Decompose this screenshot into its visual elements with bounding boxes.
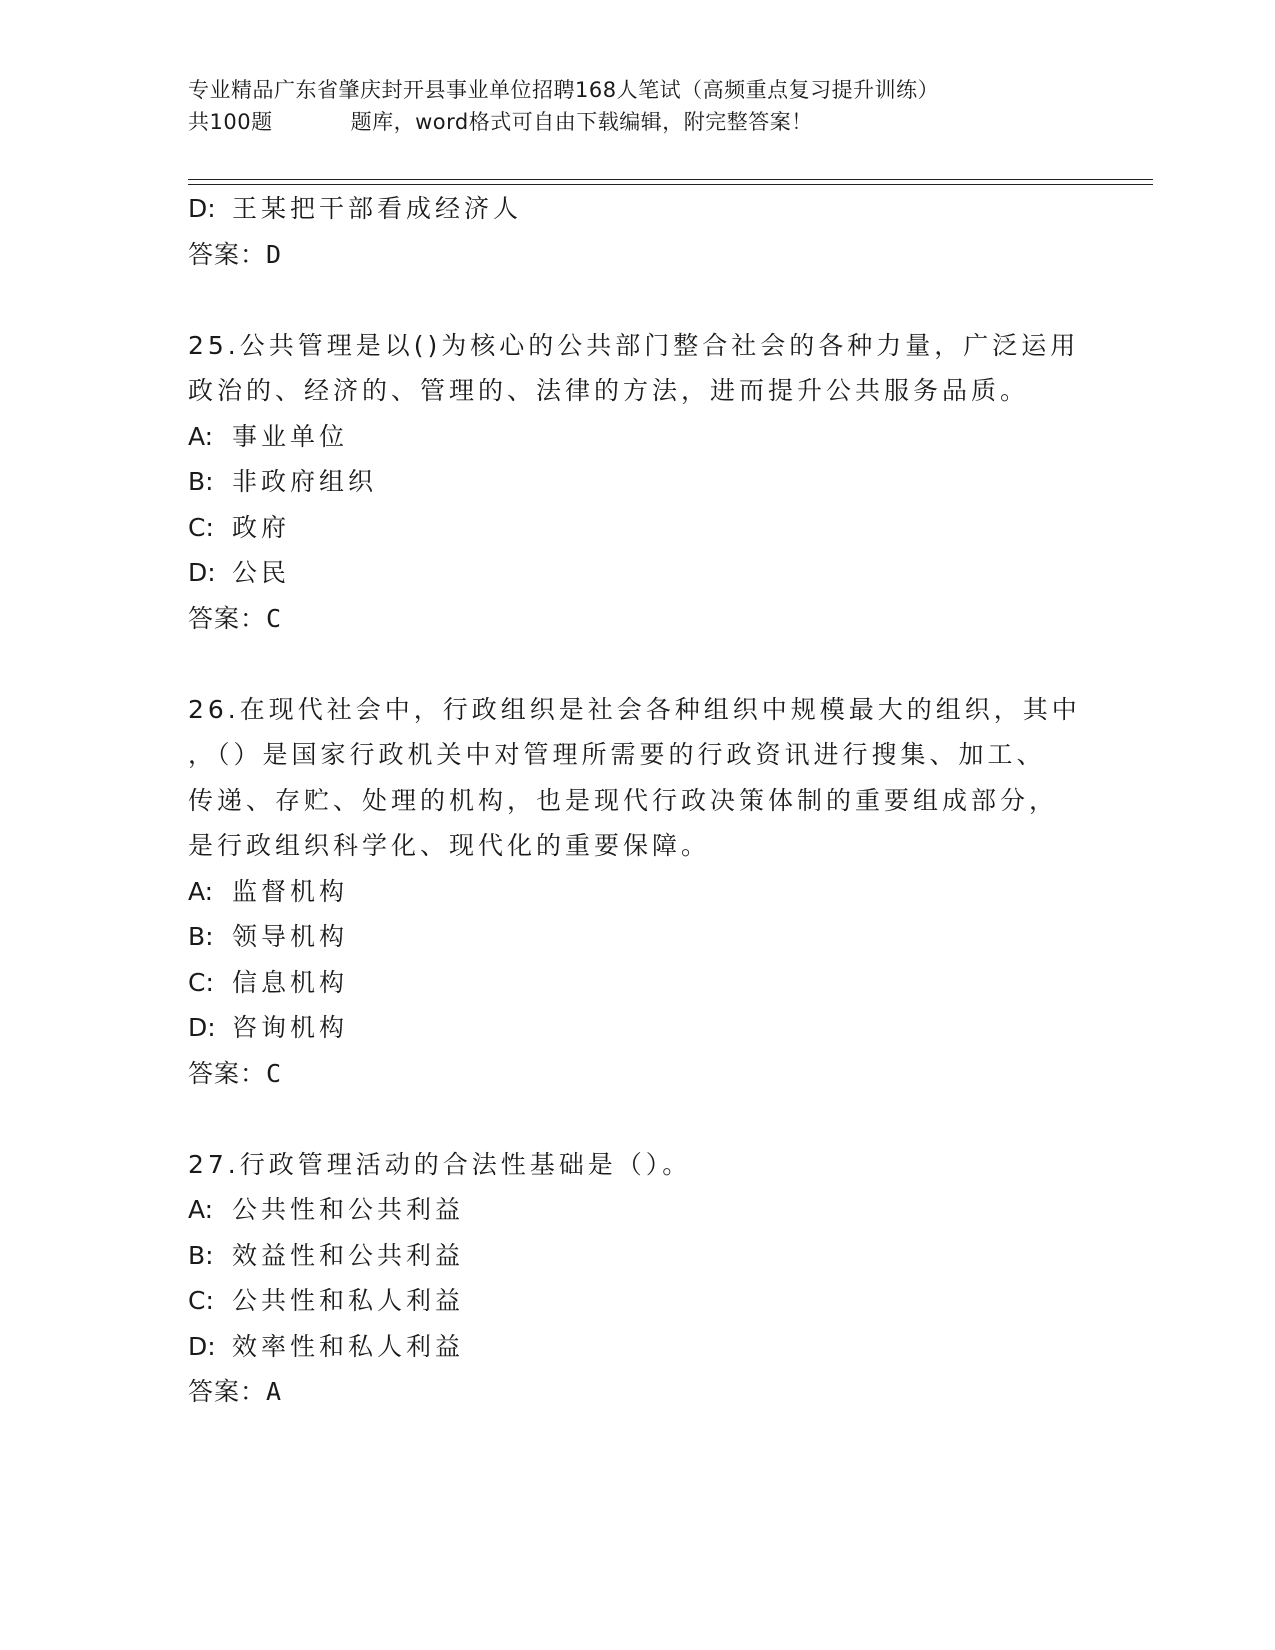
option-text: 政府 [232,512,291,542]
option-text: 领导机构 [232,922,349,951]
answer-value: C [266,1058,283,1088]
option-text: 公共性和私人利益 [232,1286,465,1315]
question-stem-line: 26.在现代社会中，行政组织是社会各种组织中规模最大的组织，其中 [188,694,1081,724]
option-text: 事业单位 [232,421,349,451]
header-subtitle-line [188,106,1088,138]
option-c [188,505,1068,551]
question-stem-line: 25.公共管理是以()为核心的公共部门整合社会的各种力量，广泛运用 [188,330,1080,360]
answer-label: 答案： [188,1377,267,1406]
question-stem-line: 政治的、经济的、管理的、法律的方法，进而提升公共服务品质。 [188,376,1030,405]
answer-value: D [266,239,283,269]
option-label: D: [188,194,216,223]
option-c [188,1278,1068,1324]
prev-option-d [188,186,1068,232]
option-text: 效率性和私人利益 [232,1331,465,1361]
option-text: 信息机构 [232,967,349,997]
option-label: A: [188,876,214,906]
option-label: D: [188,1331,216,1361]
option-label: A: [188,421,214,451]
page-header [188,74,1088,138]
question-content [188,186,1081,1415]
option-label: B: [188,1240,214,1270]
option-label: C: [188,967,214,997]
question-stem-line: 传递、存贮、处理的机构，也是现代行政决策体制的重要组成部分， [188,785,1059,815]
option-text: 监督机构 [232,876,349,906]
answer-value: A [266,1377,283,1406]
answer [188,596,1068,642]
answer-label: 答案： [188,603,267,633]
option-label: B: [188,922,214,951]
option-label: B: [188,467,214,496]
option-b [188,1233,1068,1279]
answer [188,1369,1068,1415]
option-label: D: [188,558,216,587]
option-text: 非政府组织 [232,467,378,496]
header-divider-bottom [188,184,1153,185]
option-label: D: [188,1013,216,1042]
header-divider-top [188,179,1153,180]
option-a [188,1187,1068,1233]
question-stem-line: 27.行政管理活动的合法性基础是（）。 [188,1149,692,1179]
option-text: 效益性和公共利益 [232,1240,465,1270]
answer-label: 答案： [188,239,267,269]
option-text: 王某把干部看成经济人 [232,194,523,223]
option-d [188,550,1068,596]
option-a [188,414,1068,460]
option-text: 公共性和公共利益 [232,1195,465,1224]
header-question-count: 共100题 [188,110,273,134]
answer-label: 答案： [188,1058,267,1088]
option-b [188,459,1068,505]
option-text: 咨询机构 [232,1013,349,1042]
option-a [188,869,1068,915]
prev-answer [188,232,1068,278]
header-title-line: 专业精品广东省肇庆封开县事业单位招聘168人笔试（高频重点复习提升训练） [188,78,940,102]
answer [188,1051,1068,1097]
option-d [188,1005,1068,1051]
option-label: C: [188,1286,214,1315]
option-c [188,960,1068,1006]
question-26 [188,687,1081,1097]
question-stem-line: ，（）是国家行政机关中对管理所需要的行政资讯进行搜集、加工、 [188,740,1046,769]
option-label: C: [188,512,214,542]
option-d [188,1324,1068,1370]
option-label: A: [188,1195,214,1224]
header-description: 题库，word格式可自由下载编辑，附完整答案！ [350,110,813,134]
option-b [188,914,1068,960]
option-text: 公民 [232,558,291,587]
question-stem-line: 是行政组织科学化、现代化的重要保障。 [188,831,711,860]
question-27 [188,1142,1068,1415]
answer-value: C [266,603,283,633]
question-25 [188,323,1080,642]
